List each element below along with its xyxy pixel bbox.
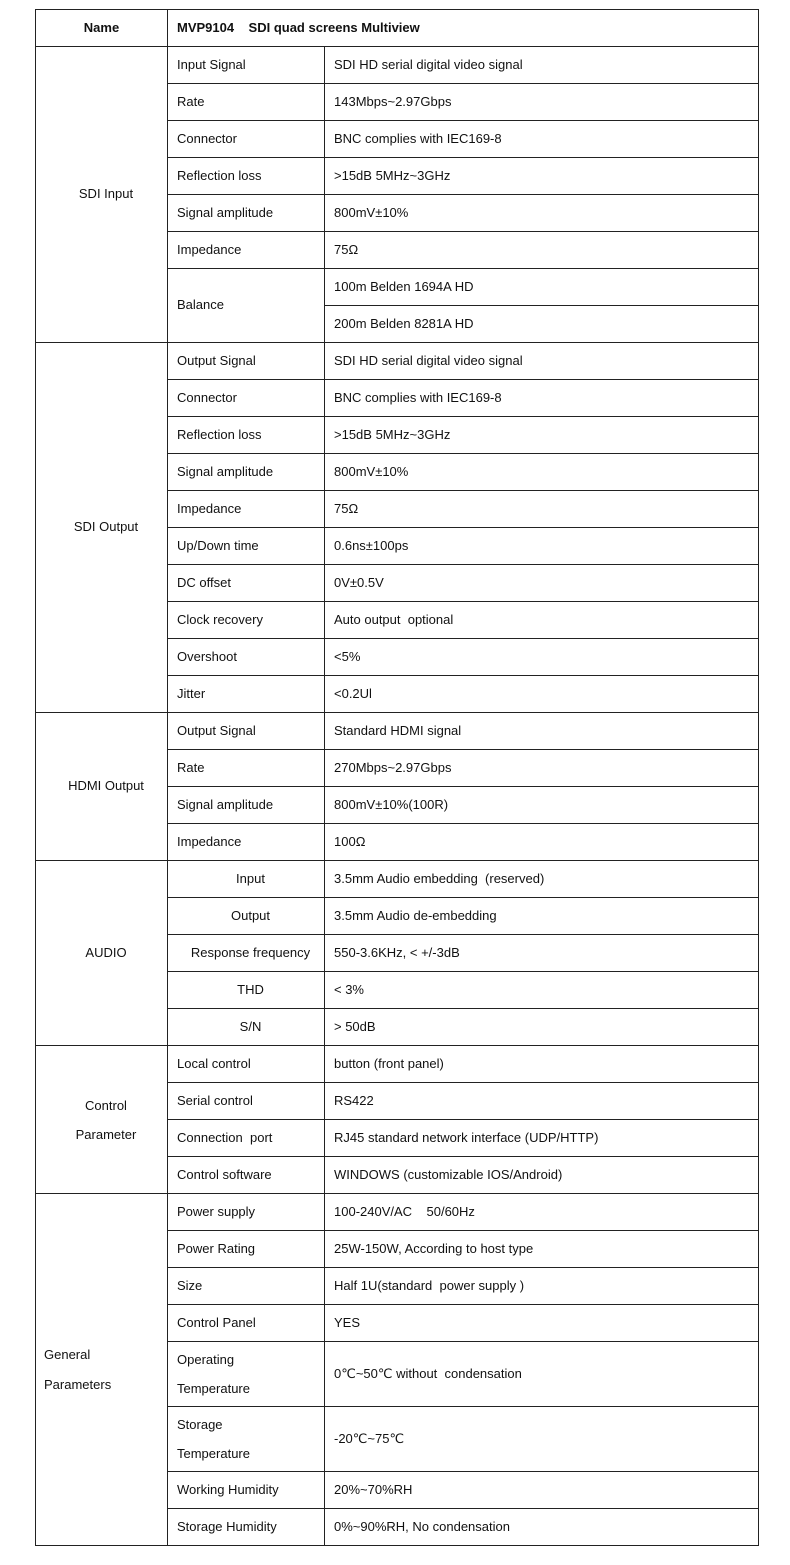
value-cell: 3.5mm Audio de-embedding (325, 898, 759, 935)
value-cell: 0%~90%RH, No condensation (325, 1509, 759, 1546)
param-cell: Input (168, 861, 325, 898)
table-row (36, 1046, 759, 1083)
param-cell: Serial control (168, 1083, 325, 1120)
table-row (36, 47, 759, 84)
param-cell: Jitter (168, 676, 325, 713)
table-row (36, 343, 759, 380)
value-cell: 25W-150W, According to host type (325, 1231, 759, 1268)
value-cell: -20℃~75℃ (325, 1407, 759, 1472)
param-cell: Output Signal (168, 713, 325, 750)
section-audio: AUDIO (36, 861, 168, 1046)
value-cell: <5% (325, 639, 759, 676)
param-cell: Reflection loss (168, 158, 325, 195)
param-cell: Rate (168, 750, 325, 787)
param-cell: Signal amplitude (168, 454, 325, 491)
value-cell: 270Mbps~2.97Gbps (325, 750, 759, 787)
value-cell: 550-3.6KHz, < +/-3dB (325, 935, 759, 972)
param-cell: Reflection loss (168, 417, 325, 454)
value-cell: >15dB 5MHz~3GHz (325, 417, 759, 454)
param-line: Temperature (177, 1446, 250, 1461)
param-cell: Power Rating (168, 1231, 325, 1268)
param-cell: Control software (168, 1157, 325, 1194)
param-cell: Signal amplitude (168, 787, 325, 824)
value-cell: 100-240V/AC 50/60Hz (325, 1194, 759, 1231)
value-cell: YES (325, 1305, 759, 1342)
param-cell: Control Panel (168, 1305, 325, 1342)
param-cell: Local control (168, 1046, 325, 1083)
value-cell: SDI HD serial digital video signal (325, 47, 759, 84)
section-title-line: Control (85, 1097, 127, 1113)
param-cell: Input Signal (168, 47, 325, 84)
param-cell: Up/Down time (168, 528, 325, 565)
param-cell: Impedance (168, 491, 325, 528)
spec-table (35, 9, 759, 1546)
section-title-line: General (44, 1346, 91, 1362)
section-control-parameter (36, 1046, 168, 1194)
table-row (36, 713, 759, 750)
value-cell: Auto output optional (325, 602, 759, 639)
value-cell: RS422 (325, 1083, 759, 1120)
value-cell: 0℃~50℃ without condensation (325, 1342, 759, 1407)
param-cell: THD (168, 972, 325, 1009)
value-cell: 800mV±10% (325, 454, 759, 491)
value-cell: Half 1U(standard power supply ) (325, 1268, 759, 1305)
section-title-line: Parameter (75, 1126, 137, 1142)
param-cell: Size (168, 1268, 325, 1305)
param-cell: Rate (168, 84, 325, 121)
value-cell: SDI HD serial digital video signal (325, 343, 759, 380)
table-row (36, 861, 759, 898)
value-cell: 100m Belden 1694A HD (325, 269, 759, 306)
value-cell: 0.6ns±100ps (325, 528, 759, 565)
value-cell: 75Ω (325, 232, 759, 269)
value-cell: 143Mbps~2.97Gbps (325, 84, 759, 121)
model-title: MVP9104 SDI quad screens Multiview (168, 10, 759, 47)
param-cell: Clock recovery (168, 602, 325, 639)
section-hdmi-output: HDMI Output (36, 713, 168, 861)
param-line: Operating (177, 1352, 235, 1367)
param-cell-balance: Balance (168, 269, 325, 343)
param-cell: Connector (168, 380, 325, 417)
value-cell: Standard HDMI signal (325, 713, 759, 750)
header-row (36, 10, 759, 47)
param-line: Temperature (177, 1381, 250, 1396)
value-cell: 800mV±10% (325, 195, 759, 232)
value-cell: 100Ω (325, 824, 759, 861)
param-cell: Output (168, 898, 325, 935)
value-cell: BNC complies with IEC169-8 (325, 380, 759, 417)
param-cell: Output Signal (168, 343, 325, 380)
value-cell: BNC complies with IEC169-8 (325, 121, 759, 158)
param-cell: Connector (168, 121, 325, 158)
param-cell: Working Humidity (168, 1472, 325, 1509)
param-cell: Signal amplitude (168, 195, 325, 232)
value-cell: >15dB 5MHz~3GHz (325, 158, 759, 195)
param-cell: Impedance (168, 232, 325, 269)
value-cell: button (front panel) (325, 1046, 759, 1083)
value-cell: 3.5mm Audio embedding (reserved) (325, 861, 759, 898)
param-cell: Impedance (168, 824, 325, 861)
param-cell: DC offset (168, 565, 325, 602)
value-cell: < 3% (325, 972, 759, 1009)
value-cell: 800mV±10%(100R) (325, 787, 759, 824)
value-cell: WINDOWS (customizable IOS/Android) (325, 1157, 759, 1194)
value-cell: 0V±0.5V (325, 565, 759, 602)
value-cell: > 50dB (325, 1009, 759, 1046)
table-row (36, 1194, 759, 1231)
section-general-parameters (36, 1194, 168, 1546)
value-cell: 200m Belden 8281A HD (325, 306, 759, 343)
param-line: Storage (177, 1417, 223, 1432)
param-cell: Response frequency (168, 935, 325, 972)
value-cell: 75Ω (325, 491, 759, 528)
param-cell: Storage Humidity (168, 1509, 325, 1546)
param-cell: Overshoot (168, 639, 325, 676)
value-cell: 20%~70%RH (325, 1472, 759, 1509)
param-cell: S/N (168, 1009, 325, 1046)
section-sdi-output: SDI Output (36, 343, 168, 713)
name-header: Name (36, 10, 168, 47)
value-cell: RJ45 standard network interface (UDP/HTTP) (325, 1120, 759, 1157)
section-title-line: Parameters (44, 1376, 112, 1392)
param-cell-storage-temperature (168, 1407, 325, 1472)
section-sdi-input: SDI Input (36, 47, 168, 343)
value-cell: <0.2Ul (325, 676, 759, 713)
param-cell: Connection port (168, 1120, 325, 1157)
param-cell: Power supply (168, 1194, 325, 1231)
param-cell-operating-temperature (168, 1342, 325, 1407)
